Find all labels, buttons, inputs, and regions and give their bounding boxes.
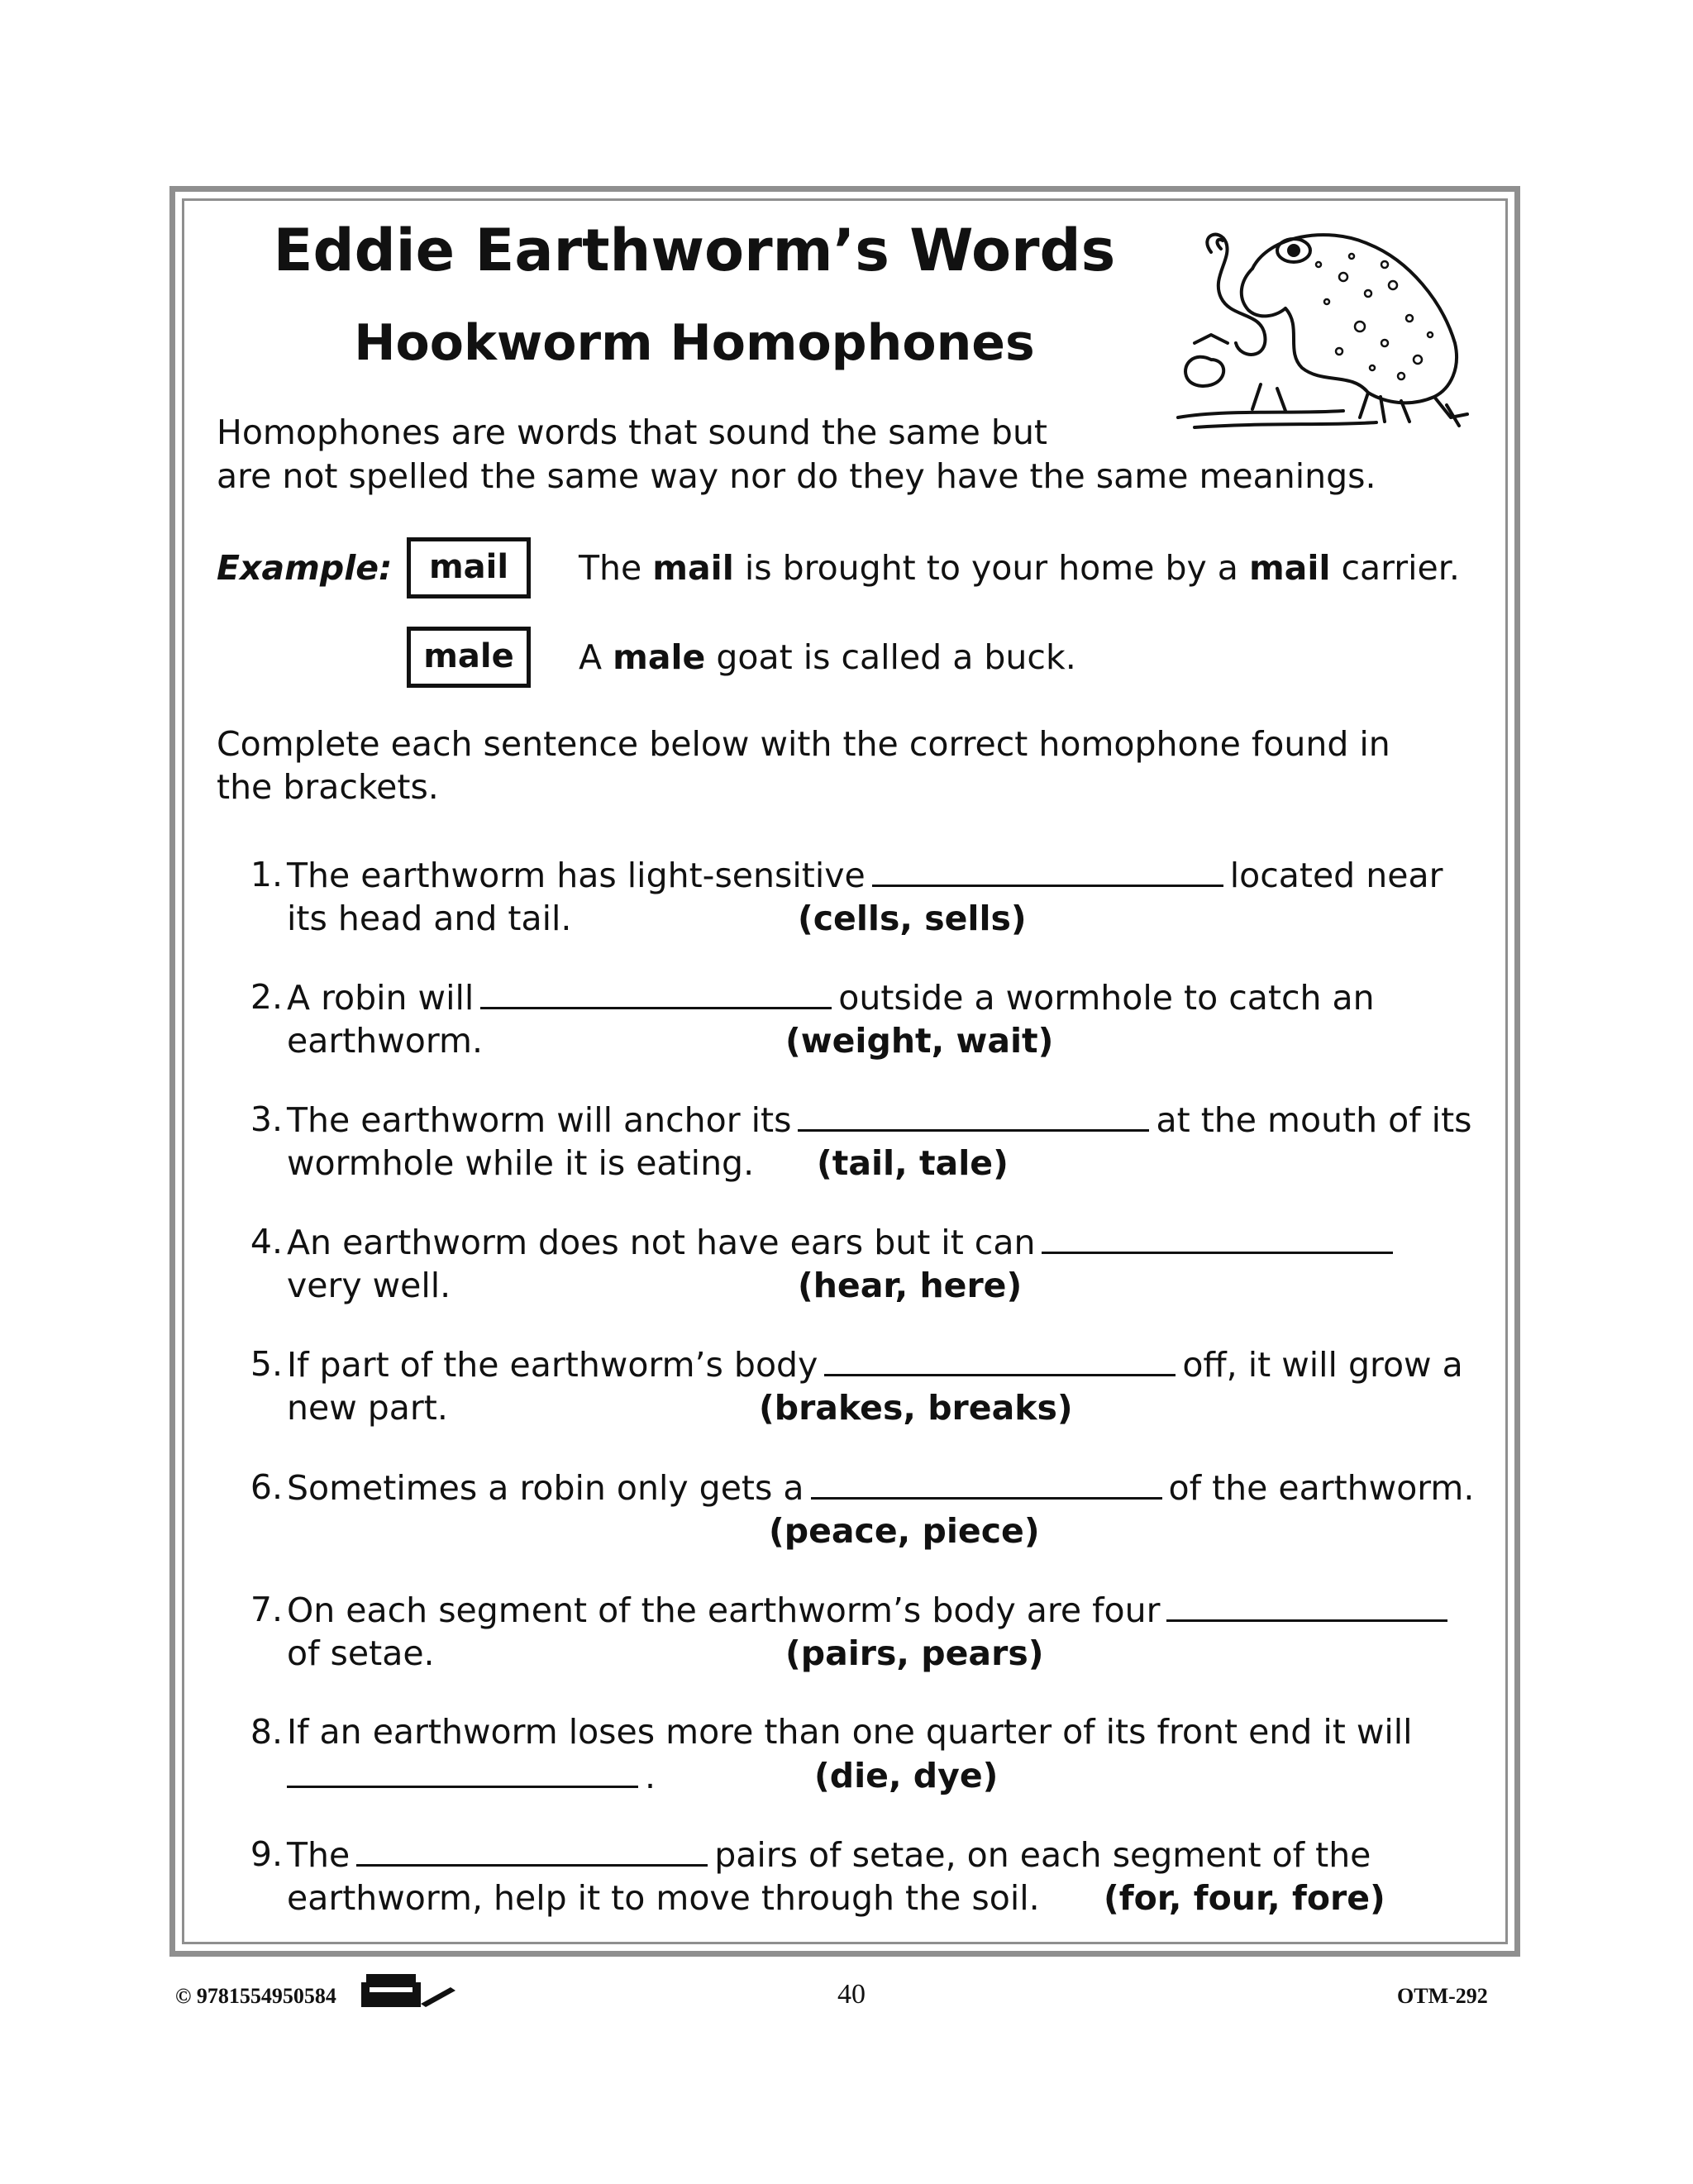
worksheet-title: Eddie Earthworm’s Words (273, 217, 1116, 284)
homophone-choices: (cells, sells) (798, 899, 1027, 938)
question-number: 1. (250, 855, 283, 894)
example-sentence-male: A male goat is called a buck. (579, 637, 1076, 677)
answer-blank[interactable] (1042, 1220, 1393, 1254)
homophone-choices: (brakes, breaks) (759, 1388, 1073, 1428)
homophone-choices: (die, dye) (814, 1756, 999, 1795)
intro-line-2: are not spelled the same way nor do they have the same meanings. (217, 456, 1376, 496)
question-text: If an earthworm loses more than one quarter of its front end it will (287, 1712, 1413, 1752)
question-number: 3. (250, 1099, 283, 1139)
worksheet-subtitle: Hookworm Homophones (354, 314, 1035, 372)
page-number: 40 (837, 1979, 866, 2010)
homophone-choices: (weight, wait) (785, 1021, 1054, 1061)
homophone-choices: (hear, here) (798, 1266, 1023, 1305)
product-code: OTM-292 (1397, 1984, 1488, 2008)
answer-blank[interactable] (798, 1098, 1149, 1132)
question-text-after: pairs of setae, on each segment of the (714, 1835, 1371, 1875)
question-number: 2. (250, 977, 283, 1017)
answer-blank[interactable] (480, 975, 832, 1009)
question-line-2: earthworm. (287, 1021, 483, 1061)
question-text: If part of the earthworm’s body (287, 1345, 818, 1385)
question-text-after: at the mouth of its (1156, 1100, 1472, 1140)
homophone-choices: (pairs, pears) (785, 1633, 1044, 1673)
reproducible-copier-icon (360, 1971, 459, 2010)
answer-blank[interactable] (811, 1466, 1162, 1500)
question-line-2: wormhole while it is eating. (287, 1143, 755, 1183)
toad-eating-worm-illustration (1161, 219, 1476, 434)
question-line-2: of setae. (287, 1633, 435, 1673)
question-text: An earthworm does not have ears but it can (287, 1223, 1036, 1262)
question-line-2: very well. (287, 1266, 451, 1305)
question-text: The (287, 1835, 351, 1875)
question-text-after: located near (1229, 856, 1443, 895)
example-label: Example: (217, 548, 393, 588)
answer-blank[interactable] (824, 1342, 1176, 1376)
homophone-choices: (for, four, fore) (1104, 1878, 1385, 1918)
answer-blank[interactable] (1166, 1588, 1447, 1622)
answer-blank[interactable] (872, 853, 1223, 887)
question-number: 5. (250, 1344, 283, 1384)
question-text-after: off, it will grow a (1182, 1345, 1463, 1385)
homophone-choices: (peace, piece) (769, 1511, 1040, 1551)
question-text: Sometimes a robin only gets a (287, 1468, 804, 1508)
question-number: 4. (250, 1222, 283, 1261)
question-number: 8. (250, 1712, 283, 1752)
question-line-2: new part. (287, 1388, 448, 1428)
question-text-after: outside a wormhole to catch an (838, 978, 1375, 1018)
intro-line-1: Homophones are words that sound the same but (217, 412, 1048, 452)
instructions-line-2: the brackets. (217, 767, 439, 807)
question-text: A robin will (287, 978, 475, 1018)
question-line-2: its head and tail. (287, 899, 572, 938)
answer-blank[interactable] (287, 1754, 638, 1788)
question-text-after: of the earthworm. (1168, 1468, 1475, 1508)
answer-blank[interactable] (356, 1833, 708, 1867)
instructions-line-1: Complete each sentence below with the correct homophone found in (217, 724, 1390, 764)
isbn-copyright: © 9781554950584 (175, 1984, 336, 2008)
question-text: The earthworm has light-sensitive (287, 856, 866, 895)
question-number: 6. (250, 1467, 283, 1507)
question-number: 7. (250, 1590, 283, 1629)
question-number: 9. (250, 1834, 283, 1874)
question-line-2: earthworm, help it to move through the soil. (287, 1878, 1040, 1918)
example-word-box-mail: mail (407, 537, 531, 598)
homophone-choices: (tail, tale) (817, 1143, 1009, 1183)
example-word-box-male: male (407, 627, 531, 688)
question-text: On each segment of the earthworm’s body are four (287, 1590, 1161, 1630)
question-text: The earthworm will anchor its (287, 1100, 792, 1140)
example-sentence-mail: The mail is brought to your home by a mail carrier. (579, 548, 1460, 588)
question-line-2: . (645, 1757, 656, 1796)
